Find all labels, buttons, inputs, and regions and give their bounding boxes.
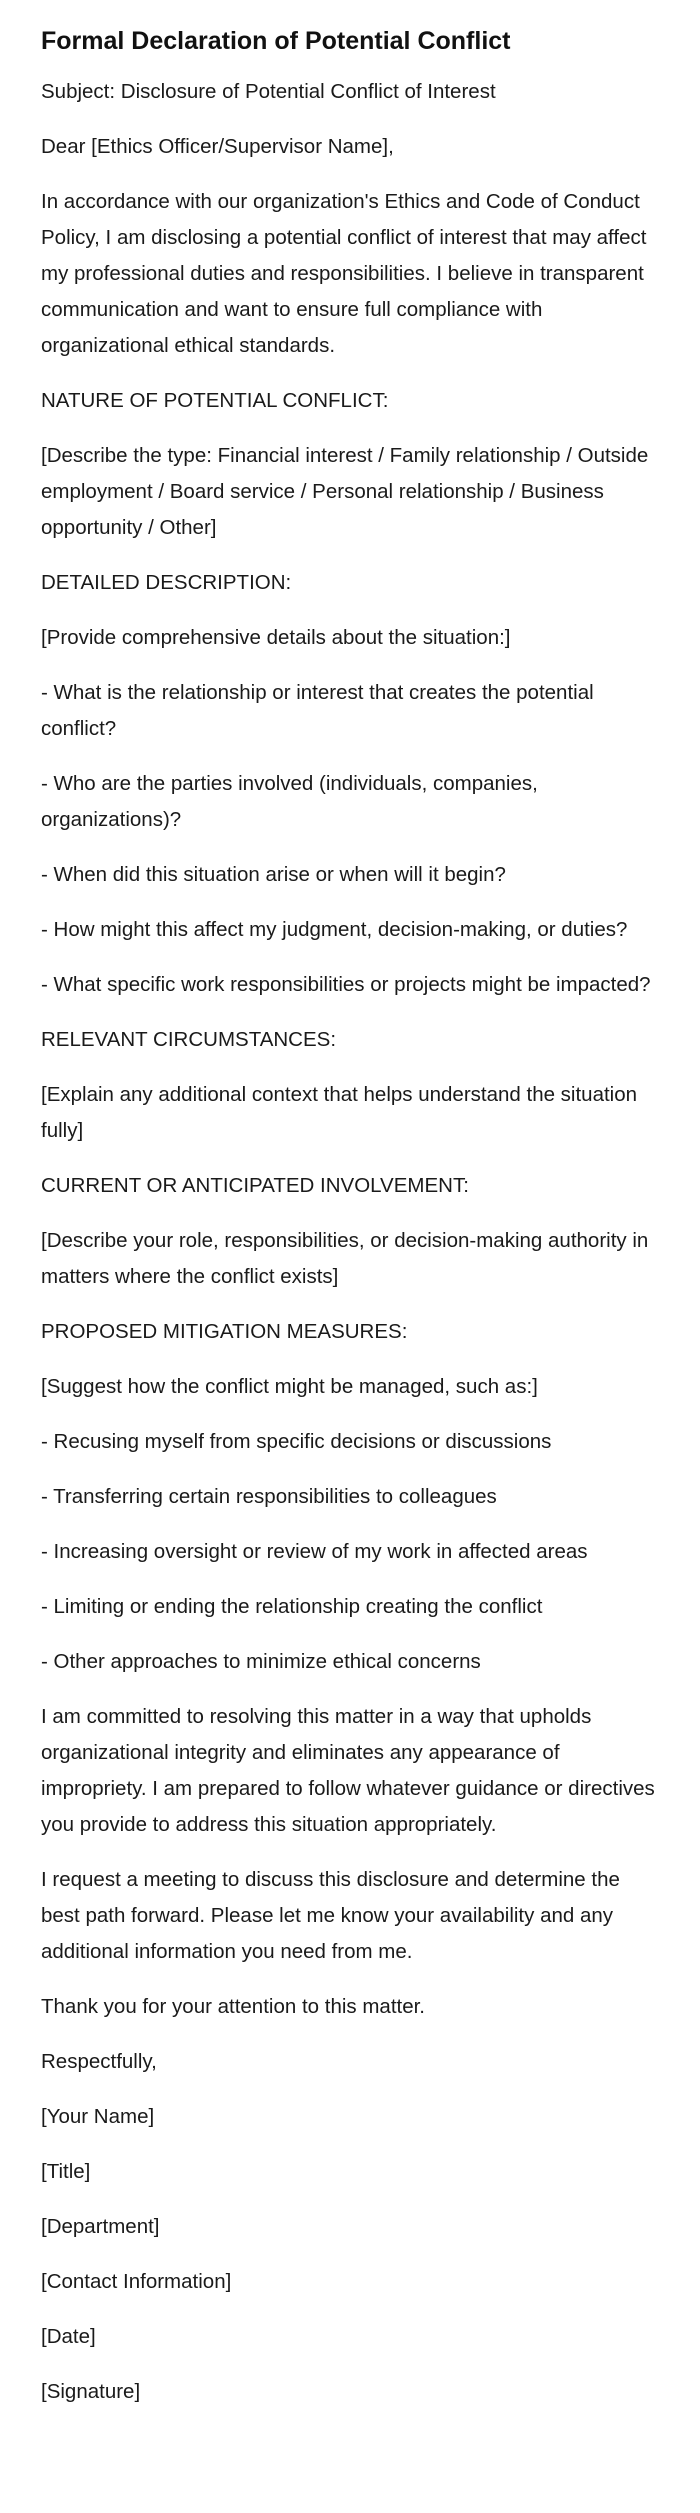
signature-title: [Title] [41,2160,91,2183]
section-heading-description: DETAILED DESCRIPTION: [41,571,292,594]
nature-placeholder: [Describe the type: Financial interest / Family relationship / Outside employment / Board service / Personal relationship / Business opportunity / Other] [41,444,649,539]
section-heading-mitigation: PROPOSED MITIGATION MEASURES: [41,1320,408,1343]
involvement-placeholder: [Describe your role, responsibilities, or decision-making authority in matters where the conflict exists] [41,1229,649,1288]
signature-name: [Your Name] [41,2105,155,2128]
mitigation-list-item: - Other approaches to minimize ethical concerns [41,1650,481,1673]
section-heading-involvement: CURRENT OR ANTICIPATED INVOLVEMENT: [41,1174,469,1197]
signature-date: [Date] [41,2325,96,2348]
salutation: Dear [Ethics Officer/Supervisor Name], [41,135,394,158]
circumstances-placeholder: [Explain any additional context that helps understand the situation fully] [41,1083,638,1142]
signature-line: [Signature] [41,2380,141,2403]
intro-paragraph: In accordance with our organization's Ethics and Code of Conduct Policy, I am disclosing a potential conflict of interest that may affect my professional duties and responsibilities. I believe in transparent communication and want to ensure full compliance with organizational ethical standards. [41,190,647,357]
signature-department: [Department] [41,2215,160,2238]
mitigation-list-item: - Recusing myself from specific decisions or discussions [41,1430,552,1453]
mitigation-list-item: - Limiting or ending the relationship creating the conflict [41,1595,543,1618]
signature-contact: [Contact Information] [41,2270,232,2293]
mitigation-placeholder: [Suggest how the conflict might be managed, such as:] [41,1375,538,1398]
description-list-item: - Who are the parties involved (individuals, companies, organizations)? [41,772,538,831]
meeting-request-paragraph: I request a meeting to discuss this disclosure and determine the best path forward. Please let me know your availability and any additional information you need from me. [41,1868,620,1963]
section-heading-circumstances: RELEVANT CIRCUMSTANCES: [41,1028,337,1051]
document-title: Formal Declaration of Potential Conflict [41,27,511,55]
mitigation-list-item: - Increasing oversight or review of my work in affected areas [41,1540,588,1563]
description-list-item: - When did this situation arise or when will it begin? [41,863,506,886]
commitment-paragraph: I am committed to resolving this matter in a way that upholds organizational integrity and eliminates any appearance of impropriety. I am prepared to follow whatever guidance or directives you provide to address this situation appropriately. [41,1705,655,1836]
description-list-item: - What is the relationship or interest that creates the potential conflict? [41,681,594,740]
description-list-item: - How might this affect my judgment, decision-making, or duties? [41,918,628,941]
subject-line: Subject: Disclosure of Potential Conflict of Interest [41,80,496,103]
description-list-item: - What specific work responsibilities or projects might be impacted? [41,973,651,996]
section-heading-nature: NATURE OF POTENTIAL CONFLICT: [41,389,389,412]
description-placeholder: [Provide comprehensive details about the situation:] [41,626,511,649]
mitigation-list-item: - Transferring certain responsibilities to colleagues [41,1485,497,1508]
thanks-line: Thank you for your attention to this matter. [41,1995,426,2018]
closing-line: Respectfully, [41,2050,157,2073]
